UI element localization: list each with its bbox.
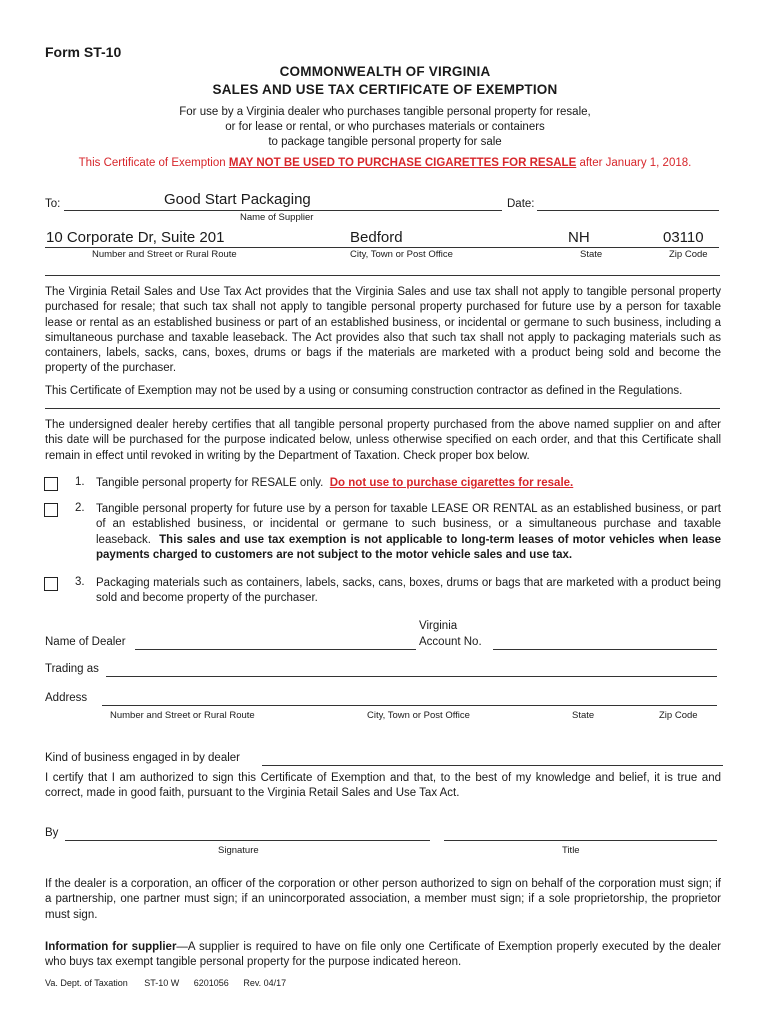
section-divider-2	[45, 408, 720, 409]
account-label-line-2: Account No.	[419, 636, 482, 648]
dealer-name-field[interactable]	[135, 633, 416, 650]
footer-code: 6201056	[193, 978, 229, 988]
title-caption: Title	[562, 845, 580, 856]
option-3-text: Packaging materials such as containers, labels, sacks, cans, boxes, drums or bags that are marketed with a product being sold and become property of the purchaser.	[96, 577, 721, 605]
option-2-bold-note: This sales and use tax exemption is not applicable to long-term leases of motor vehicles when lease payments charged to customers are not subject to the motor vehicle sales and use tax.	[96, 533, 722, 561]
supplier-street-caption: Number and Street or Rural Route	[92, 249, 237, 260]
dealer-zip-caption: Zip Code	[659, 710, 698, 721]
subtitle-line-1: For use by a Virginia dealer who purchases tangible personal property for resale,	[179, 106, 591, 118]
certify-paragraph: The undersigned dealer hereby certifies that all tangible personal property purchased from the above named supplier on and after this date will be purchased for the purpose indicated below, unless otherwise specified on each order, and that this Certificate shall remain in effect until revoked in writing by the Department of Taxation. Check proper box below.	[45, 419, 721, 462]
subtitle-line-2: or for lease or rental, or who purchases materials or containers	[225, 121, 545, 133]
heading-commonwealth: COMMONWEALTH OF VIRGINIA	[279, 64, 491, 79]
footer-dept: Va. Dept. of Taxation	[45, 978, 128, 988]
heading-certificate: SALES AND USE TAX CERTIFICATE OF EXEMPTION	[212, 82, 558, 97]
business-kind-field[interactable]	[262, 749, 723, 766]
option-2-text	[96, 502, 721, 563]
account-label-line-1: Virginia	[419, 620, 458, 632]
supplier-name-caption: Name of Supplier	[240, 212, 314, 223]
date-field[interactable]	[537, 193, 719, 211]
dealer-street-caption: Number and Street or Rural Route	[110, 710, 255, 721]
option-1-description: Tangible personal property for RESALE only.	[96, 477, 324, 489]
option-1-checkbox[interactable]	[44, 477, 58, 491]
option-1-warning: Do not use to purchase cigarettes for resale.	[329, 477, 574, 489]
cigarette-warning	[0, 157, 770, 169]
supplier-city-caption: City, Town or Post Office	[350, 249, 453, 260]
supplier-street-value[interactable]: 10 Corporate Dr, Suite 201	[46, 229, 225, 246]
footer-rev: Rev. 04/17	[243, 978, 287, 988]
warning-suffix: after January 1, 2018.	[576, 157, 692, 169]
option-1-number: 1.	[75, 476, 85, 488]
to-label: To:	[45, 198, 61, 210]
option-2-checkbox[interactable]	[44, 503, 58, 517]
option-3-number: 3.	[75, 576, 85, 588]
dealer-state-caption: State	[572, 710, 595, 721]
supplier-name-value: Good Start Packaging	[164, 191, 311, 208]
option-3-checkbox[interactable]	[44, 577, 58, 591]
dealer-address-field[interactable]	[102, 689, 717, 706]
by-label: By	[45, 827, 59, 839]
supplier-info-text: —A supplier is required to have on file only one Certificate of Exemption properly executed by the dealer who buys tax exempt tangible personal property for the purpose indicated hereon.	[45, 941, 721, 969]
account-number-field[interactable]	[493, 633, 717, 650]
signer-paragraph: If the dealer is a corporation, an officer of the corporation or other person authorized to sign on behalf of the corporation must sign; if a partnership, one partner must sign; if an unincorporated association, a member must sign; if a sole proprietorship, the proprietor must sign.	[45, 878, 721, 921]
footer-form: ST-10 W	[144, 978, 180, 988]
footer	[45, 978, 286, 988]
supplier-name-field[interactable]	[64, 193, 502, 211]
supplier-state-value[interactable]: NH	[568, 229, 590, 246]
supplier-city-value[interactable]: Bedford	[350, 229, 403, 246]
section-divider-1	[45, 275, 720, 276]
warning-emphasis: MAY NOT BE USED TO PURCHASE CIGARETTES FOR RESALE	[228, 157, 577, 169]
form-number: Form ST-10	[45, 44, 122, 60]
warning-prefix: This Certificate of Exemption	[78, 157, 229, 169]
date-label: Date:	[507, 198, 535, 210]
supplier-zip-value[interactable]: 03110	[663, 229, 704, 246]
supplier-info-paragraph	[45, 940, 721, 971]
option-2-number: 2.	[75, 502, 85, 514]
dealer-address-label: Address	[45, 692, 88, 704]
certify-statement: I certify that I am authorized to sign this Certificate of Exemption and that, to the best of my knowledge and belief, it is true and correct, made in good faith, pursuant to the Virginia Retail Sales and Use Tax Act.	[45, 772, 721, 800]
trading-as-field[interactable]	[106, 660, 717, 677]
option-1-text	[96, 476, 721, 491]
act-paragraph: The Virginia Retail Sales and Use Tax Act provides that the Virginia Sales and use tax shall not apply to tangible personal property purchased for resale; that such tax shall not apply to tangible personal property purchased for future use by a person for taxable lease or rental as an established business or part of an established business, or incidental or germane to such business, including a simultaneous purchase and taxable leaseback. The Act provides also that such tax shall not apply to packaging materials such as containers, labels, sacks, cans, boxes, drums or bags if the materials are marketed with a product being sold and become the property of the purchaser.	[45, 286, 721, 375]
option-2-description: Tangible personal property for future use by a person for taxable LEASE OR RENTAL as an established business, or part of an established business, or incidental or germane to such business, or a simultaneous purchase and taxable leaseback.	[96, 503, 721, 546]
supplier-state-caption: State	[580, 249, 603, 260]
signature-field[interactable]	[65, 824, 430, 841]
dealer-city-caption: City, Town or Post Office	[367, 710, 470, 721]
dealer-name-label: Name of Dealer	[45, 636, 126, 648]
contractor-note: This Certificate of Exemption may not be used by a using or consuming construction contractor as defined in the Regulations.	[45, 385, 683, 397]
supplier-info-label: Information for supplier	[45, 941, 177, 953]
supplier-zip-caption: Zip Code	[669, 249, 708, 260]
business-kind-label: Kind of business engaged in by dealer	[45, 752, 241, 764]
signature-caption: Signature	[218, 845, 259, 856]
title-field[interactable]	[444, 824, 717, 841]
subtitle-line-3: to package tangible personal property for sale	[268, 136, 502, 148]
trading-as-label: Trading as	[45, 663, 99, 675]
